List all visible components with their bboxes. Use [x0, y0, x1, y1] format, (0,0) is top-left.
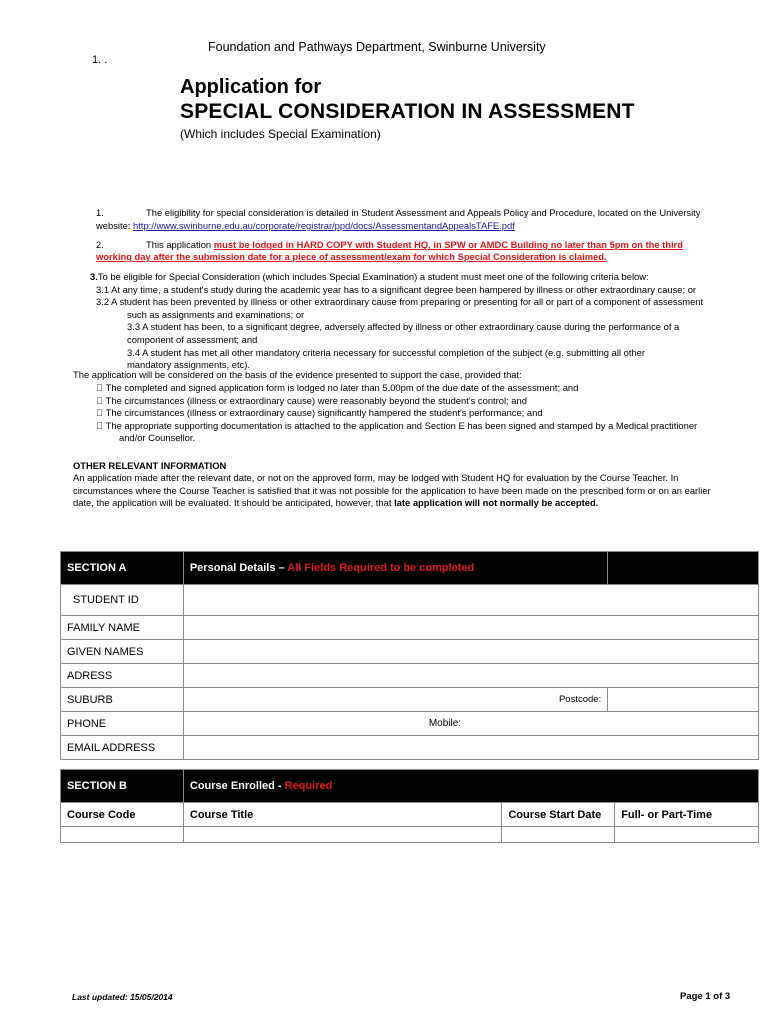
page-number: Page 1 of 3 [680, 991, 731, 1002]
section-b-required: Required [284, 780, 333, 792]
address-field[interactable] [183, 664, 758, 688]
page-title-line1: Application for [180, 76, 322, 98]
student-id-label: STUDENT ID [61, 585, 184, 616]
page-title-line2: SPECIAL CONSIDERATION IN ASSESSMENT [180, 100, 635, 123]
bullet-item [96, 382, 578, 395]
bullet-cont: and/or Counsellor. [119, 432, 196, 443]
full-part-time-header: Full- or Part-Time [615, 803, 759, 827]
last-updated: Last updated: 15/05/2014 [72, 992, 173, 1002]
section-b-table [60, 769, 759, 843]
criteria-3-1: 3.1 At any time, a student's study during the academic year has to a significant degree been hampered by illness or other extraordinary cause; or [96, 284, 697, 295]
item3-intro-line [90, 271, 649, 284]
item3-number: 3. [90, 271, 98, 282]
bullet-item [96, 407, 543, 420]
item1-website-line [96, 220, 515, 233]
bullet-glyph [96, 420, 103, 431]
course-start-date-header: Course Start Date [502, 803, 615, 827]
policy-link[interactable]: http://www.swinburne.edu.au/corporate/registrar/ppd/docs/AssessmentandAppealsTAFE.pdf [133, 220, 515, 231]
late-application-warning: late application will not normally be accepted. [394, 497, 599, 508]
bullet-item [96, 395, 527, 408]
item-number: 1. . [92, 54, 108, 66]
family-name-label: FAMILY NAME [61, 616, 184, 640]
course-title-header: Course Title [183, 803, 501, 827]
item1-website-prefix: website: [96, 220, 131, 231]
address-label: ADRESS [61, 664, 184, 688]
bullet-text: The circumstances (illness or extraordinary cause) significantly hampered the student's performance; and [98, 407, 536, 418]
item3-intro: To be eligible for Special Consideration (which includes Special Examination) a student must meet one of the following criteria below: [97, 271, 649, 282]
bullet-glyph [96, 382, 103, 393]
section-a-title-text: Personal Details – [189, 562, 285, 574]
item2-deadline-text-2: working day after the submission date for a piece of assessment/exam for which Special Consideration is claimed. [96, 251, 607, 262]
item2-line1 [146, 239, 683, 252]
other-info-line3-text: date, the application will be evaluated. It should be anticipated, however, that [73, 497, 392, 508]
postcode-label: Postcode: [558, 694, 602, 705]
course-code-header: Course Code [61, 803, 184, 827]
criteria-3-2: 3.2 A student has been prevented by illness or other extraordinary cause from preparing or presenting for all or part of a component of assessment [96, 296, 704, 307]
section-a-title [183, 552, 607, 585]
other-info-line1: An application made after the relevant date, or not on the approved form, may be lodged with Student HQ for evaluation by the Course Teacher. In [73, 472, 679, 483]
student-id-field[interactable] [183, 585, 758, 616]
course-code-field[interactable] [61, 827, 184, 843]
bullet-text: The completed and signed application form is lodged no later than 5.00pm of the due date of the assessment; and [98, 382, 572, 393]
full-part-time-field[interactable] [615, 827, 759, 843]
section-a-header-blank [608, 552, 759, 585]
section-a-required: All Fields Required to be completed [287, 562, 475, 574]
page-subtitle: (Which includes Special Examination) [180, 127, 381, 141]
other-info-heading: OTHER RELEVANT INFORMATION [73, 460, 227, 471]
bullet-item [96, 420, 697, 433]
suburb-label: SUBURB [61, 688, 184, 712]
course-title-field[interactable] [183, 827, 501, 843]
item1-text: The eligibility for special consideration is detailed in Student Assessment and Appeals Policy and Procedure, located on the University [146, 207, 701, 218]
other-info-line3 [73, 497, 598, 510]
postcode-field[interactable] [608, 688, 759, 712]
section-b-label: SECTION B [61, 770, 184, 803]
criteria-3-4: 3.4 A student has met all other mandatory criteria necessary for successful completion of the subject (e.g. submitting all other [127, 347, 645, 358]
section-a-label: SECTION A [61, 552, 184, 585]
course-start-date-field[interactable] [502, 827, 615, 843]
criteria-3-3-cont: component of assessment; and [127, 334, 258, 345]
criteria-3-4-cont: mandatory assignments, etc). [127, 359, 250, 370]
department-name: Foundation and Pathways Department, Swinburne University [208, 40, 546, 54]
phone-label: PHONE [61, 712, 184, 736]
email-label: EMAIL ADDRESS [61, 736, 184, 760]
email-field[interactable] [183, 736, 758, 760]
other-info-line2: circumstances where the Course Teacher is satisfied that it was not possible for the application to have been made on the prescribed form or on an earlier [73, 485, 711, 496]
item2-prefix: This application [146, 239, 212, 250]
item2-number: 2. [96, 239, 104, 250]
phone-field[interactable] [183, 712, 758, 736]
criteria-3-2-cont: such as assignments and examinations; or [127, 309, 305, 320]
basis-text: The application will be considered on the basis of the evidence presented to support the case, provided that: [73, 369, 522, 380]
family-name-field[interactable] [183, 616, 758, 640]
section-b-title [183, 770, 758, 803]
section-a-table [60, 551, 759, 760]
mobile-label: Mobile: [428, 718, 462, 729]
section-b-title-text: Course Enrolled - [189, 780, 282, 792]
item2-deadline-text: must be lodged in HARD COPY with Student HQ, in SPW or AMDC Building no later than 5pm on the third [213, 239, 684, 250]
bullet-text: The appropriate supporting documentation is attached to the application and Section E has been signed and stamped by a Medical practitioner [98, 420, 691, 431]
bullet-text: The circumstances (illness or extraordinary cause) were reasonably beyond the student's control; and [98, 395, 520, 406]
bullet-glyph [96, 407, 103, 418]
given-names-label: GIVEN NAMES [61, 640, 184, 664]
suburb-field[interactable] [183, 688, 607, 712]
given-names-field[interactable] [183, 640, 758, 664]
bullet-glyph [96, 395, 103, 406]
criteria-3-3: 3.3 A student has been, to a significant degree, adversely affected by illness or other extraordinary cause during the performance of a [127, 321, 680, 332]
item1-number: 1. [96, 207, 104, 218]
